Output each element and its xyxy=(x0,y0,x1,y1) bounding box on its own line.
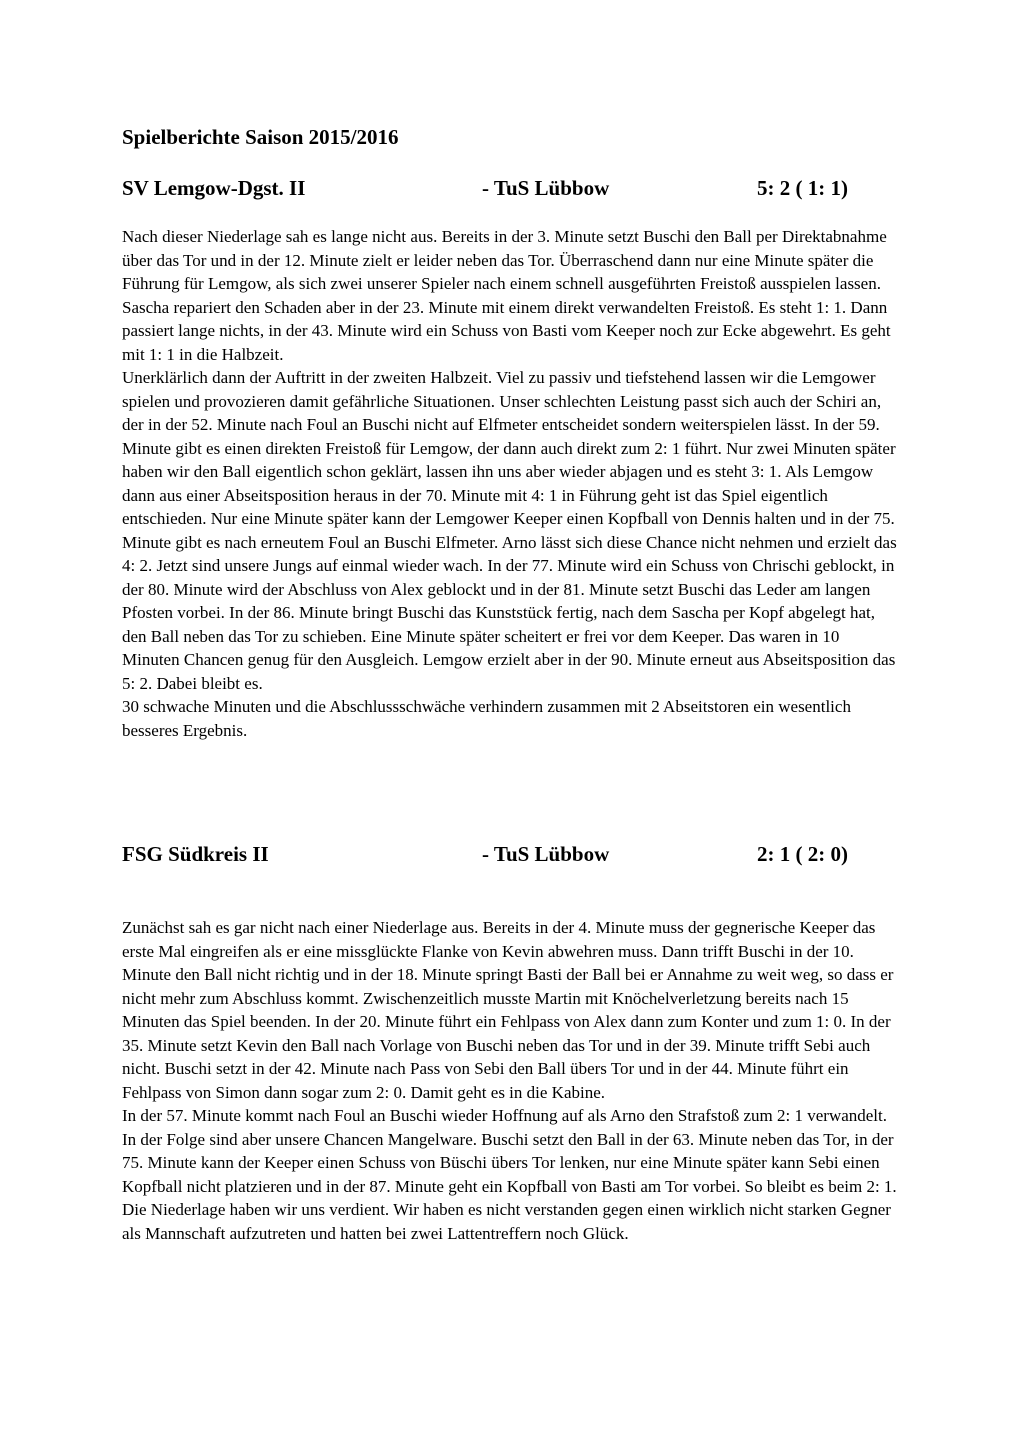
report-paragraph: Die Niederlage haben wir uns verdient. Wir haben es nicht verstanden gegen einen wirklich nicht starken Gegner als Mannschaft aufzutreten und hatten bei zwei Lattentreffern noch Glück. xyxy=(122,1200,891,1243)
report-paragraph: Nach dieser Niederlage sah es lange nicht aus. Bereits in der 3. Minute setzt Buschi den Ball per Direktabnahme über das Tor und in der 12. Minute zielt er leider neben das Tor. Überraschend dann nur eine Minute später die Führung für Lemgow, als sich zwei unserer Spieler nach einem schnell ausgeführten Freistoß ausspielen lassen. Sascha repariert den Schaden aber in der 23. Minute mit einem direkt verwandelten Freistoß. Es steht 1: 1. Dann passiert lange nichts, in der 43. Minute wird ein Schuss von Basti vom Keeper noch zur Ecke abgewehrt. Es geht mit 1: 1 in die Halbzeit. xyxy=(122,227,891,364)
away-team: - TuS Lübbow xyxy=(482,176,610,200)
match-header xyxy=(122,175,897,201)
report-paragraph: 30 schwache Minuten und die Abschlussschwäche verhindern zusammen mit 2 Abseitstoren ein wesentlich besseres Ergebnis. xyxy=(122,697,851,740)
home-team: FSG Südkreis II xyxy=(122,842,269,866)
match-header xyxy=(122,841,897,867)
report-paragraph: Zunächst sah es gar nicht nach einer Niederlage aus. Bereits in der 4. Minute muss der gegnerische Keeper das erste Mal eingreifen als er eine missglückte Flanke von Kevin abwehren muss. Dann trifft Buschi in der 10. Minute den Ball nicht richtig und in der 18. Minute springt Basti der Ball bei er Annahme zu weit weg, so dass er nicht mehr zum Abschluss kommt. Zwischenzeitlich musste Martin mit Knöchelverletzung bereits nach 15 Minuten das Spiel beenden. In der 20. Minute führt ein Fehlpass von Alex dann zum Konter und zum 1: 0. In der 35. Minute setzt Kevin den Ball nach Vorlage von Buschi neben das Tor und in der 39. Minute trifft Sebi auch nicht. Buschi setzt in der 42. Minute nach Pass von Sebi den Ball übers Tor und in der 44. Minute führt ein Fehlpass von Simon dann sogar zum 2: 0. Damit geht es in die Kabine. xyxy=(122,918,894,1102)
report-paragraph: Unerklärlich dann der Auftritt in der zweiten Halbzeit. Viel zu passiv und tiefstehend lassen wir die Lemgower spielen und provozieren damit gefährliche Situationen. Unser schlechten Leistung passt sich auch der Schiri an, der in der 52. Minute nach Foul an Buschi nicht auf Elfmeter entscheidet sondern weiterspielen lässt. In der 59. Minute gibt es einen direkten Freistoß für Lemgow, der dann auch direkt zum 2: 1 führt. Nur zwei Minuten später haben wir den Ball eigentlich schon geklärt, lassen ihn uns aber wieder abjagen und es steht 3: 1. Als Lemgow dann aus einer Abseitsposition heraus in der 70. Minute mit 4: 1 in Führung geht ist das Spiel eigentlich entschieden. Nur eine Minute später kann der Lemgower Keeper einen Kopfball von Dennis halten und in der 75. Minute gibt es nach erneutem Foul an Buschi Elfmeter. Arno lässt sich diese Chance nicht nehmen und erzielt das 4: 2. Jetzt sind unsere Jungs auf einmal wieder wach. In der 77. Minute wird ein Schuss von Chrischi geblockt, in der 80. Minute wird der Abschluss von Alex geblockt und in der 81. Minute setzt Buschi das Leder am langen Pfosten vorbei. In der 86. Minute bringt Buschi das Kunststück fertig, nach dem Sascha per Kopf abgelegt hat, den Ball neben das Tor zu schieben. Eine Minute später scheitert er frei vor dem Keeper. Das waren in 10 Minuten Chancen genug für den Ausgleich. Lemgow erzielt aber in der 90. Minute erneut aus Abseitsposition das 5: 2. Dabei bleibt es. xyxy=(122,368,897,693)
match-report xyxy=(122,225,897,742)
away-team: - TuS Lübbow xyxy=(482,842,610,866)
home-team: SV Lemgow-Dgst. II xyxy=(122,176,306,200)
page-title: Spielberichte Saison 2015/2016 xyxy=(122,125,399,149)
report-paragraph: In der 57. Minute kommt nach Foul an Buschi wieder Hoffnung auf als Arno den Strafstoß zum 2: 1 verwandelt. In der Folge sind aber unsere Chancen Mangelware. Buschi setzt den Ball in der 63. Minute neben das Tor, in der 75. Minute kann der Keeper einen Schuss von Büschi übers Tor lenken, nur eine Minute später kann Sebi einen Kopfball nicht platzieren und in der 87. Minute geht ein Kopfball von Basti am Tor vorbei. So bleibt es beim 2: 1. xyxy=(122,1106,897,1196)
match-score: 5: 2 ( 1: 1) xyxy=(757,176,848,200)
match-report xyxy=(122,916,897,1245)
match-score: 2: 1 ( 2: 0) xyxy=(757,842,848,866)
